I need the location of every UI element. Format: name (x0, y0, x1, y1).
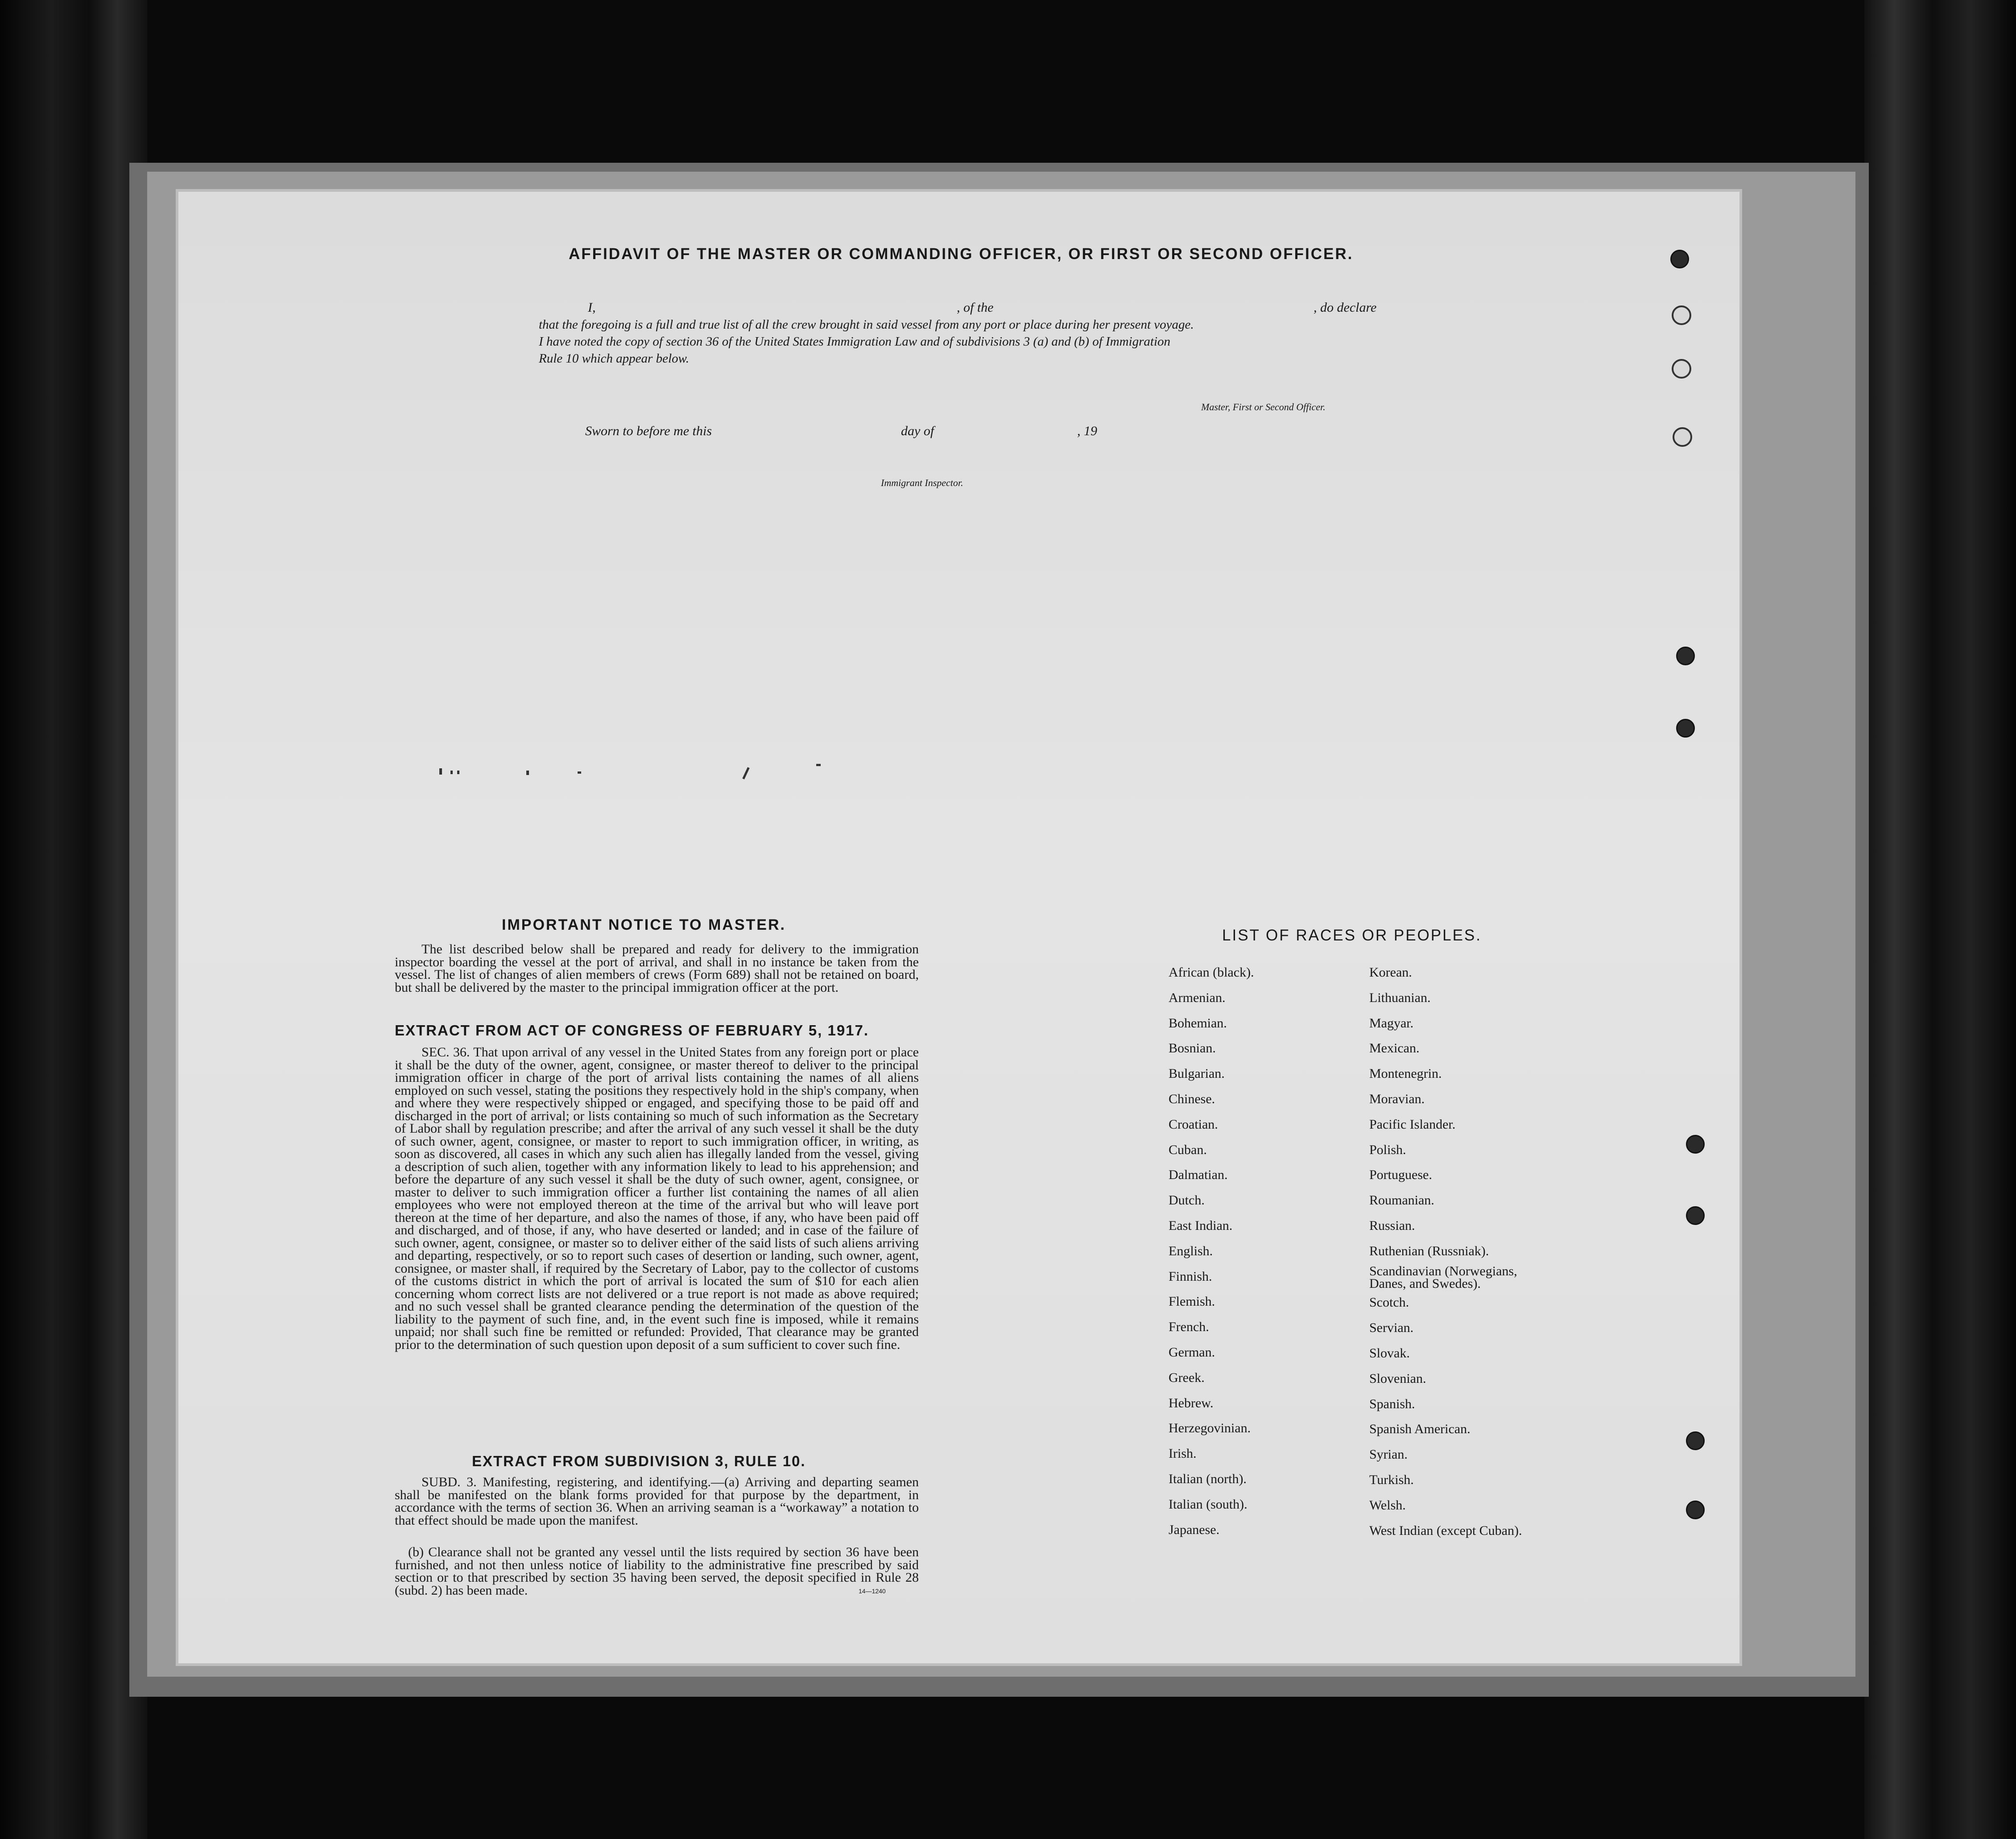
rule-extract-text-a: SUBD. 3. Manifesting, registering, and identifying.—(a) Arriving and departing seamen shall be manifested on the blank forms provided for that purpose by the department, in accordance with the terms of section 36. When an arriving seaman is a “workaway” a notation to that effect should be made upon the manifest. (395, 1475, 919, 1528)
race-item: Croatian. (1169, 1117, 1218, 1132)
race-item: Flemish. (1169, 1294, 1215, 1309)
affidavit-declare-label: , do declare (1314, 300, 1377, 315)
race-item: Ruthenian (Russniak). (1369, 1243, 1489, 1258)
race-item: Armenian. (1169, 990, 1226, 1005)
rule-extract-text-b: (b) Clearance shall not be granted any vessel until the lists required by section 36 have been furnished, and not then unless notice of liability to the administrative fine prescribed by said section or to that prescribed by section 35 having been served, the deposit specified in Rule 28 (subd. 2) has been made. (395, 1545, 919, 1598)
race-item: Hebrew. (1169, 1395, 1214, 1410)
race-item: Polish. (1369, 1142, 1406, 1157)
race-item: Japanese. (1169, 1522, 1220, 1537)
race-item: Slovak. (1369, 1345, 1410, 1361)
manifest-page (178, 192, 1739, 1663)
race-item: Italian (south). (1169, 1497, 1248, 1512)
race-item: Chinese. (1169, 1091, 1215, 1106)
notice-text: The list described below shall be prepared and ready for delivery to the immigration inspector boarding the vessel at the port of arrival, and shall in no instance be taken from the vessel. The list of changes of alien members of crews (Form 689) shall not be retained on board, but shall be delivered by the master to the principal immigration officer at the port. (395, 942, 919, 995)
race-item: Italian (north). (1169, 1471, 1247, 1486)
act-extract-title: EXTRACT FROM ACT OF CONGRESS OF FEBRUARY 5, 1917. (395, 1022, 869, 1039)
race-item: German. (1169, 1344, 1215, 1360)
affidavit-declaration-line: that the foregoing is a full and true list of all the crew brought in said vessel from any port or place during her present voyage. (539, 317, 1194, 332)
race-item: Bohemian. (1169, 1015, 1227, 1031)
punch-hole-icon (1672, 305, 1691, 325)
scan-border-right (1864, 0, 2016, 1839)
scan-border-left (0, 0, 147, 1839)
race-item: Magyar. (1369, 1015, 1414, 1031)
affidavit-title: AFFIDAVIT OF THE MASTER OR COMMANDING OFFICER, OR FIRST OR SECOND OFFICER. (569, 245, 1354, 263)
rule-extract-title: EXTRACT FROM SUBDIVISION 3, RULE 10. (472, 1453, 806, 1469)
punch-hole-icon (1670, 250, 1689, 268)
race-item: Portuguese. (1369, 1167, 1432, 1183)
races-list-left (1169, 960, 1254, 1542)
punch-hole-icon (1686, 1135, 1705, 1154)
races-title: LIST OF RACES OR PEOPLES. (1222, 927, 1482, 944)
race-item: Bulgarian. (1169, 1066, 1225, 1081)
race-item: Bosnian. (1169, 1041, 1216, 1056)
race-item: French. (1169, 1319, 1209, 1335)
day-of-label: day of (901, 424, 934, 438)
race-item: Spanish American. (1369, 1422, 1471, 1437)
race-item: Herzegovinian. (1169, 1421, 1251, 1436)
race-item: Scotch. (1369, 1295, 1409, 1310)
race-item: Montenegrin. (1369, 1066, 1442, 1081)
affidavit-of-the-label: , of the (957, 300, 994, 315)
punch-hole-icon (1673, 427, 1692, 447)
race-item: Dalmatian. (1169, 1167, 1228, 1183)
affidavit-i-label: I, (588, 300, 596, 315)
races-list-right (1369, 960, 1557, 1543)
race-item: Mexican. (1369, 1041, 1420, 1056)
race-item: English. (1169, 1243, 1213, 1258)
act-extract-text: SEC. 36. That upon arrival of any vessel in the United States from any foreign port or place it shall be the duty of the owner, agent, consignee, or master thereof to deliver to the principal immigration officer in charge of the port of arrival lists containing the names of all aliens employed on such vessel, stating the positions they respectively hold in the ship's company, when and where they were respectively shipped or engaged, and specifying those to be paid off and discharged in the port of arrival; or lists containing so much of such information as the Secretary of Labor shall by regulation prescribe; and after the arrival of any such vessel it shall be the duty of such owner, agent, consignee, or master to report to such immigration officer, in writing, as soon as discovered, all cases in which any such alien has illegally landed from the vessel, giving a description of such alien, together with any information likely to lead to his apprehension; and before the departure of any such vessel it shall be the duty of such owner, agent, consignee, or master to deliver to such immigration officer a further list containing the names of all alien employees who were not employed thereon at the time of the arrival but who will leave port thereon at the time of her departure, and also the names of those, if any, who have been paid off and discharged, and of those, if any, who have deserted or landed; and in case of the failure of such owner, agent, consignee, or master so to deliver either of the said lists of such aliens arriving and departing, respectively, or so to report such cases of desertion or landing, such owner, agent, consignee, or master shall, if required by the Secretary of Labor, pay to the collector of customs of the customs district in which the port of arrival is located the sum of $10 for each alien concerning whom correct lists are not delivered or a true report is not made as above required; and no such vessel shall be granted clearance pending the determination of the question of the liability to the payment of such fine, and, in the event such fine is imposed, while it remains unpaid; nor shall such fine be remitted or refunded: Provided, That clearance may be granted prior to the determination of such question upon deposit of a sum sufficient to cover such fine. (395, 1045, 919, 1352)
punch-hole-icon (1672, 359, 1691, 379)
race-item: Russian. (1369, 1218, 1415, 1233)
master-signature-label: Master, First or Second Officer. (1201, 401, 1326, 412)
race-item: West Indian (except Cuban). (1369, 1523, 1522, 1538)
form-number: 14—1240 (859, 1587, 886, 1595)
race-item: Korean. (1369, 965, 1412, 980)
punch-hole-icon (1686, 1501, 1705, 1519)
race-item: African (black). (1169, 965, 1254, 980)
affidavit-rule-line: Rule 10 which appear below. (539, 351, 689, 366)
race-item: Finnish. (1169, 1269, 1212, 1284)
race-item: Slovenian. (1369, 1371, 1426, 1386)
affidavit-notice-line: I have noted the copy of section 36 of the United States Immigration Law and of subdivisions 3 (a) and (b) of Immigration (539, 334, 1171, 349)
race-item: Cuban. (1169, 1142, 1207, 1157)
notice-title: IMPORTANT NOTICE TO MASTER. (502, 916, 786, 933)
inspector-signature-label: Immigrant Inspector. (881, 477, 963, 488)
race-item: Greek. (1169, 1370, 1205, 1385)
race-item: Servian. (1369, 1320, 1414, 1336)
race-item: Welsh. (1369, 1497, 1406, 1513)
race-item: Moravian. (1369, 1091, 1425, 1106)
race-item: Dutch. (1169, 1193, 1205, 1208)
year-label: , 19 (1077, 424, 1097, 438)
race-item: Turkish. (1369, 1472, 1414, 1487)
race-item: Roumanian. (1369, 1193, 1434, 1208)
race-item: Lithuanian. (1369, 990, 1431, 1005)
punch-hole-icon (1686, 1206, 1705, 1225)
race-item: Scandinavian (Norwegians, Danes, and Swedes). (1369, 1263, 1517, 1291)
punch-hole-icon (1676, 719, 1695, 738)
punch-hole-icon (1686, 1431, 1705, 1450)
race-item: Spanish. (1369, 1396, 1415, 1411)
punch-hole-icon (1676, 647, 1695, 665)
race-item: East Indian. (1169, 1218, 1233, 1233)
race-item: Syrian. (1369, 1447, 1408, 1462)
sworn-label: Sworn to before me this (585, 424, 712, 438)
race-item: Pacific Islander. (1369, 1117, 1456, 1132)
race-item: Irish. (1169, 1446, 1197, 1461)
